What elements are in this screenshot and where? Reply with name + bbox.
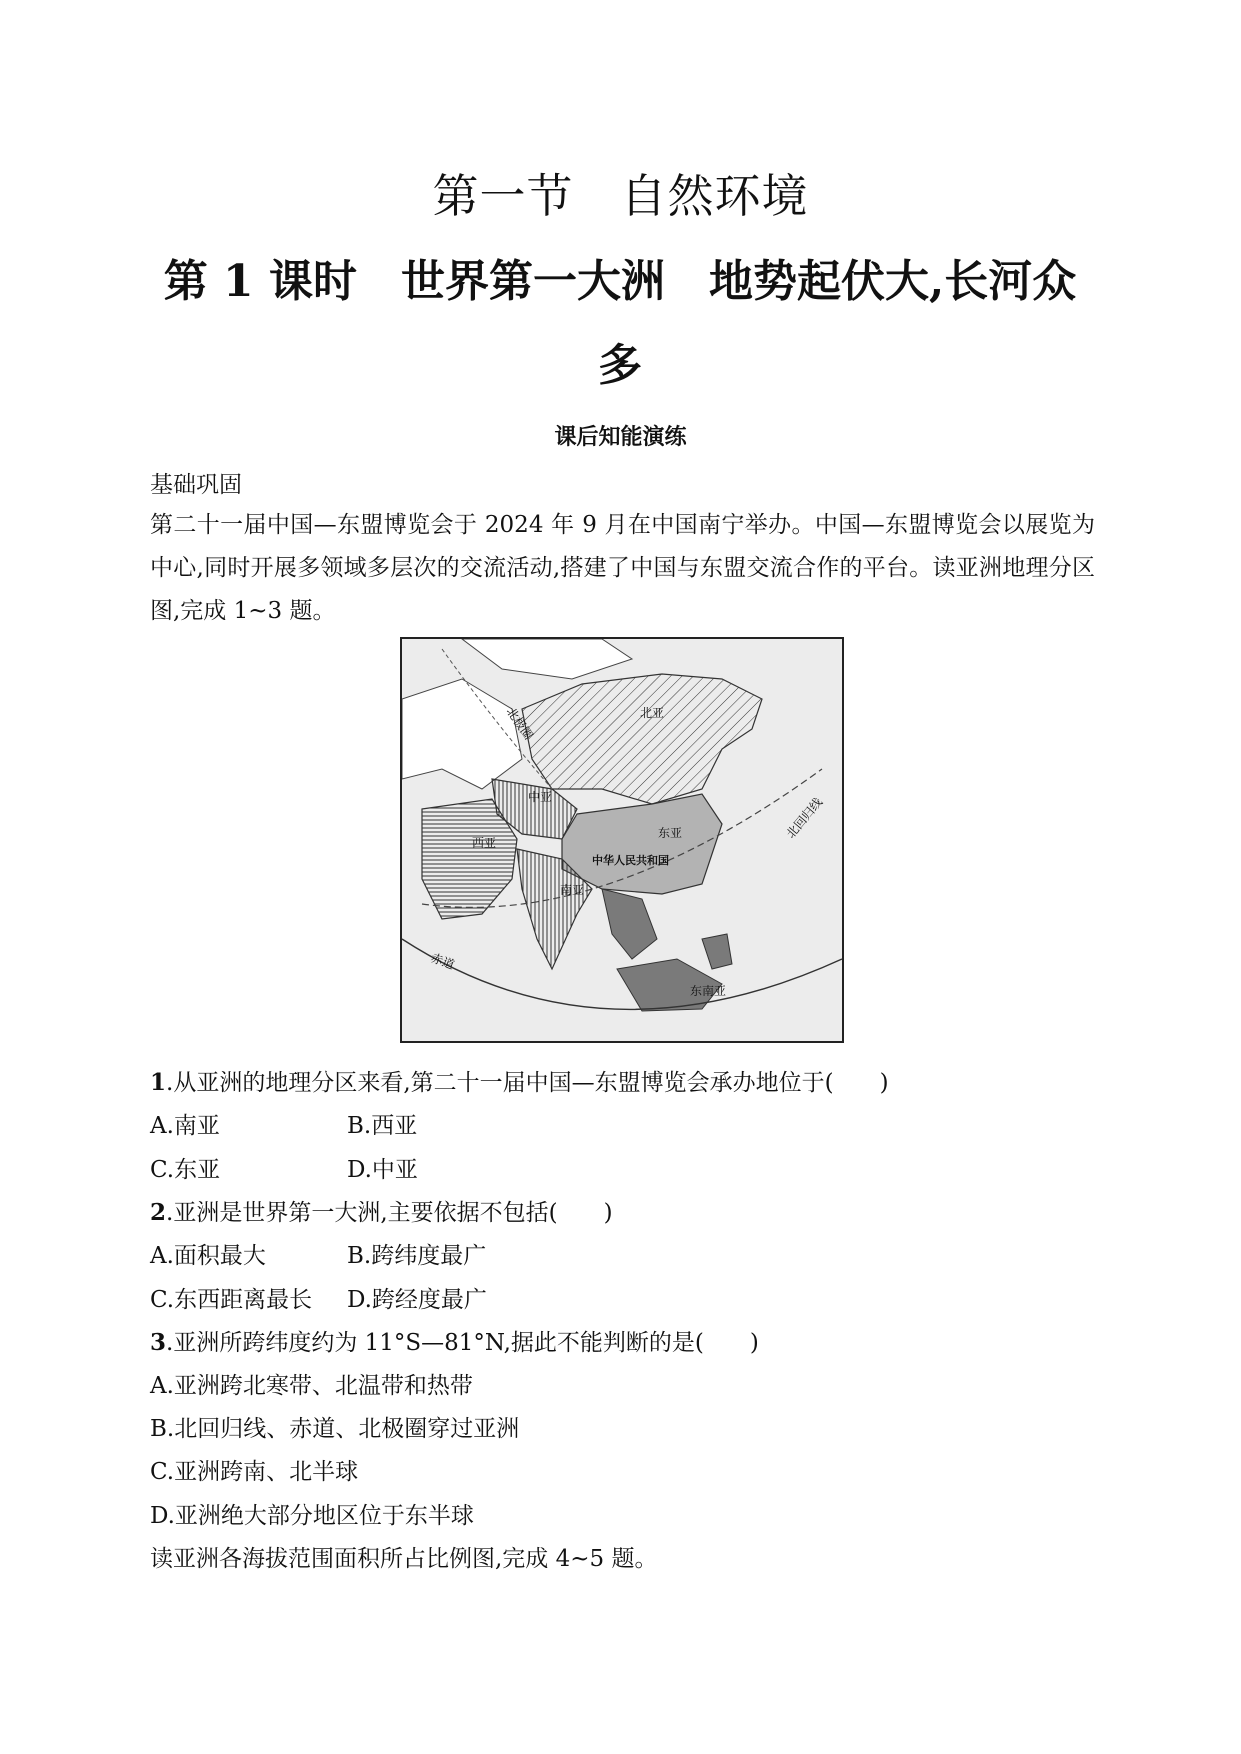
lesson-title: 第 1 课时 世界第一大洲 地势起伏大,长河众多 bbox=[163, 256, 1077, 391]
question-3-option-d[interactable]: D.亚洲绝大部分地区位于东半球 bbox=[150, 1503, 474, 1529]
intro-paragraph: 第二十一届中国—东盟博览会于 2024 年 9 月在中国南宁举办。中国—东盟博览会以展览为中心,同时开展多领域多层次的交流活动,搭建了中国与东盟交流合作的平台。读亚洲地理分区图,完成 1~3 题。 bbox=[150, 512, 1095, 624]
asia-map-graphic bbox=[402, 639, 842, 1041]
question-3-option-b[interactable]: B.北回归线、赤道、北极圈穿过亚洲 bbox=[150, 1416, 520, 1442]
question-3-stem: .亚洲所跨纬度约为 11°S—81°N,据此不能判断的是( ) bbox=[166, 1330, 759, 1356]
label-tropic-of-cancer: 北回归线 bbox=[783, 795, 826, 841]
question-1-number: 1 bbox=[150, 1069, 167, 1096]
label-equator: 赤道 bbox=[428, 950, 457, 973]
label-central-asia: 中亚 bbox=[528, 790, 553, 804]
question-2-option-c[interactable]: C.东西距离最长 bbox=[150, 1287, 313, 1313]
section-label: 基础巩固 bbox=[150, 472, 242, 498]
question-1-option-d[interactable]: D.中亚 bbox=[347, 1157, 418, 1183]
question-3-option-c[interactable]: C.亚洲跨南、北半球 bbox=[150, 1459, 359, 1485]
asia-region-map bbox=[400, 637, 844, 1043]
question-3-option-a[interactable]: A.亚洲跨北寒带、北温带和热带 bbox=[150, 1373, 473, 1399]
question-2-option-d[interactable]: D.跨经度最广 bbox=[347, 1287, 487, 1313]
question-1 bbox=[150, 1064, 889, 1097]
question-3 bbox=[150, 1324, 759, 1357]
question-1-option-b[interactable]: B.西亚 bbox=[347, 1113, 418, 1139]
outro-paragraph: 读亚洲各海拔范围面积所占比例图,完成 4~5 题。 bbox=[150, 1546, 658, 1572]
question-2-option-b[interactable]: B.跨纬度最广 bbox=[347, 1243, 487, 1269]
label-arctic-circle: 北极圈 bbox=[503, 704, 536, 743]
question-1-option-c[interactable]: C.东亚 bbox=[150, 1157, 221, 1183]
question-1-stem: .从亚洲的地理分区来看,第二十一届中国—东盟博览会承办地位于( ) bbox=[166, 1070, 889, 1096]
section-title: 第一节 自然环境 bbox=[432, 169, 809, 223]
question-2-stem: .亚洲是世界第一大洲,主要依据不包括( ) bbox=[166, 1200, 613, 1226]
label-southeast-asia: 东南亚 bbox=[690, 984, 727, 998]
question-1-option-a[interactable]: A.南亚 bbox=[150, 1113, 220, 1139]
label-china: 中华人民共和国 bbox=[592, 854, 669, 867]
question-2-option-a[interactable]: A.面积最大 bbox=[150, 1243, 266, 1269]
question-2 bbox=[150, 1194, 613, 1227]
subheading: 课后知能演练 bbox=[554, 425, 687, 450]
label-north-asia: 北亚 bbox=[640, 706, 665, 720]
question-3-number: 3 bbox=[150, 1329, 167, 1356]
label-west-asia: 西亚 bbox=[472, 836, 497, 850]
question-2-number: 2 bbox=[150, 1199, 167, 1226]
label-south-asia: 南亚 bbox=[560, 883, 585, 897]
label-east-asia: 东亚 bbox=[658, 826, 683, 840]
